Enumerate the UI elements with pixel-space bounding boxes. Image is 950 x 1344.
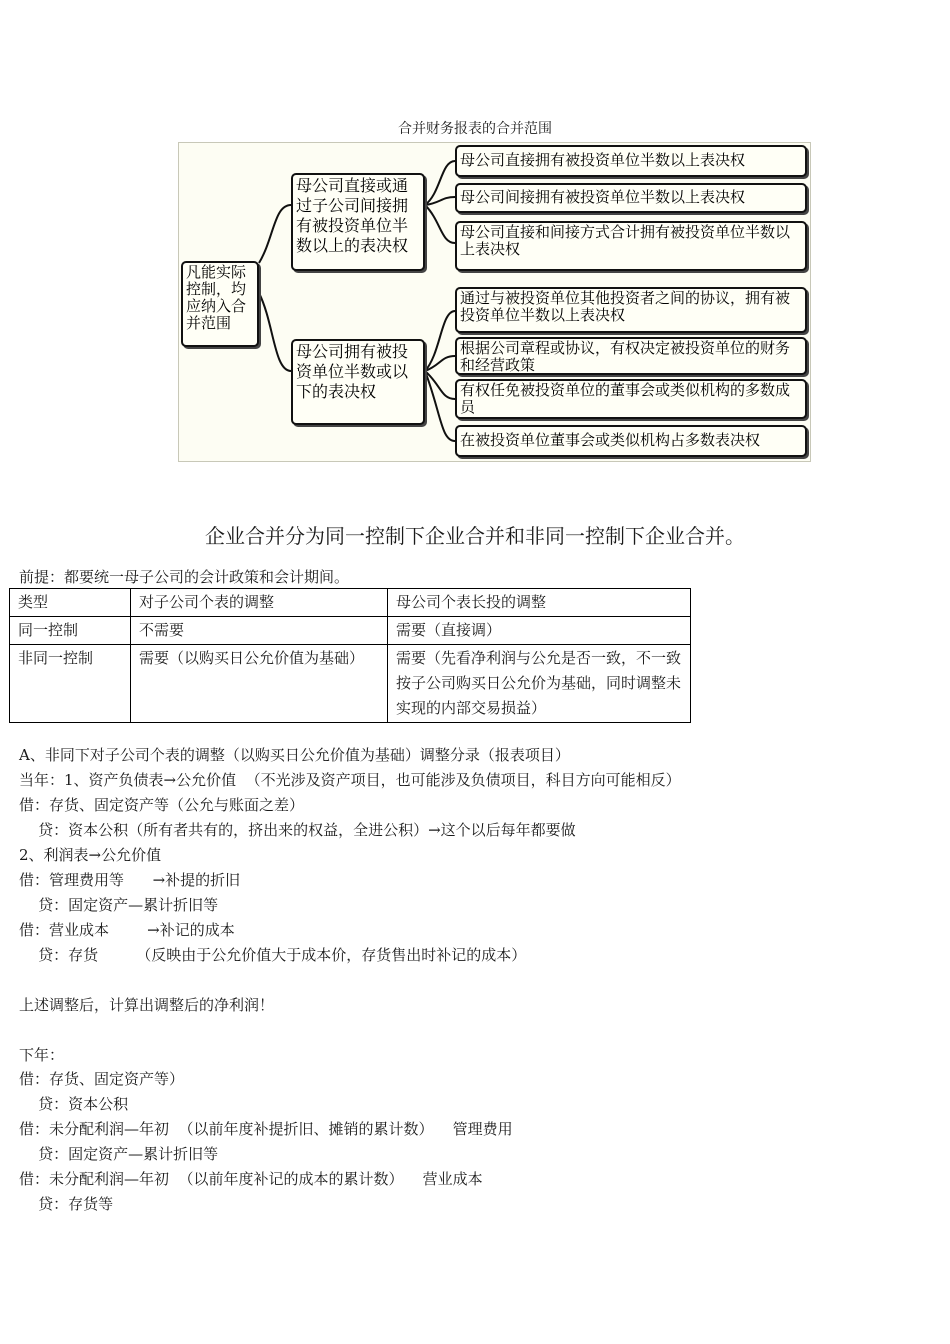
entry-line: 借：存货、固定资产等）: [19, 1070, 185, 1088]
table-cell: 需要（直接调）: [388, 617, 691, 645]
table-header-cell: 母公司个表长投的调整: [388, 589, 691, 617]
entry-line: 下年：: [19, 1046, 65, 1064]
entry-line: 贷：固定资产—累计折旧等: [19, 1145, 219, 1163]
diagram-item-board-appoint: 有权任免被投资单位的董事会或类似机构的多数成员: [455, 379, 807, 419]
merger-heading: 企业合并分为同一控制下企业合并和非同一控制下企业合并。: [205, 524, 745, 548]
entry-line: 借：存货、固定资产等（公允与账面之差）: [19, 796, 305, 814]
entry-line: 借：管理费用等 →补提的折旧: [19, 871, 241, 889]
entry-line: A、非同下对子公司个表的调整（以购买日公允价值为基础）调整分录（报表项目）: [19, 746, 570, 764]
entry-line: 上述调整后，计算出调整后的净利润！: [19, 996, 275, 1014]
table-header-row: [10, 589, 691, 617]
adjustment-comparison-table: [9, 588, 691, 723]
table-header-cell: 对子公司个表的调整: [131, 589, 388, 617]
premise-text: 前提：都要统一母子公司的会计政策和会计期间。: [19, 568, 350, 586]
entry-line: 贷：资本公积（所有者共有的，挤出来的权益，全进公积）→这个以后每年都要做: [19, 821, 576, 839]
diagram-root-node: 凡能实际控制，均应纳入合并范围: [181, 261, 259, 347]
diagram-item-indirect: 母公司间接拥有被投资单位半数以上表决权: [455, 183, 807, 213]
connector-root-group2: [259, 293, 291, 371]
diagram-item-agreement: 通过与被投资单位其他投资者之间的协议，拥有被投资单位半数以上表决权: [455, 287, 807, 333]
diagram-group-node-minority: 母公司拥有被投资单位半数或以下的表决权: [291, 339, 425, 425]
entry-line: 借：未分配利润—年初 （以前年度补记的成本的累计数） 营业成本: [19, 1170, 483, 1188]
table-row: [10, 645, 691, 723]
table-cell: 非同一控制: [10, 645, 131, 723]
table-cell: 需要（以购买日公允价值为基础）: [131, 645, 388, 723]
entry-line: 贷：资本公积: [19, 1095, 129, 1113]
entry-line: 2、利润表→公允价值: [19, 846, 162, 864]
table-cell: 同一控制: [10, 617, 131, 645]
entry-line: 当年：1、资产负债表→公允价值 （不光涉及资产项目，也可能涉及负债项目，科目方向可能相反）: [19, 771, 681, 789]
table-row: [10, 617, 691, 645]
table-cell: 需要（先看净利润与公允是否一致，不一致按子公司购买日公允价为基础，同时调整未实现的内部交易损益）: [388, 645, 691, 723]
entry-line: 借：营业成本 →补记的成本: [19, 921, 235, 939]
diagram-item-direct: 母公司直接拥有被投资单位半数以上表决权: [455, 145, 807, 177]
entry-line: 借：未分配利润—年初 （以前年度补提折旧、摊销的累计数） 管理费用: [19, 1120, 513, 1138]
table-header-cell: 类型: [10, 589, 131, 617]
connector-root-group1: [259, 205, 291, 263]
entry-line: 贷：存货 （反映由于公允价值大于成本价，存货售出时补记的成本）: [19, 946, 527, 964]
entry-line: 贷：固定资产—累计折旧等: [19, 896, 219, 914]
entry-line: 贷：存货等: [19, 1195, 114, 1213]
diagram-caption: 合并财务报表的合并范围: [398, 121, 552, 137]
diagram-item-board-majority: 在被投资单位董事会或类似机构占多数表决权: [455, 425, 807, 457]
table-cell: 不需要: [131, 617, 388, 645]
consolidation-scope-diagram: [178, 142, 811, 462]
diagram-group-node-majority: 母公司直接或通过子公司间接拥有被投资单位半数以上的表决权: [291, 173, 425, 271]
diagram-item-combined: 母公司直接和间接方式合计拥有被投资单位半数以上表决权: [455, 221, 807, 271]
diagram-item-articles: 根据公司章程或协议，有权决定被投资单位的财务和经营政策: [455, 337, 807, 375]
